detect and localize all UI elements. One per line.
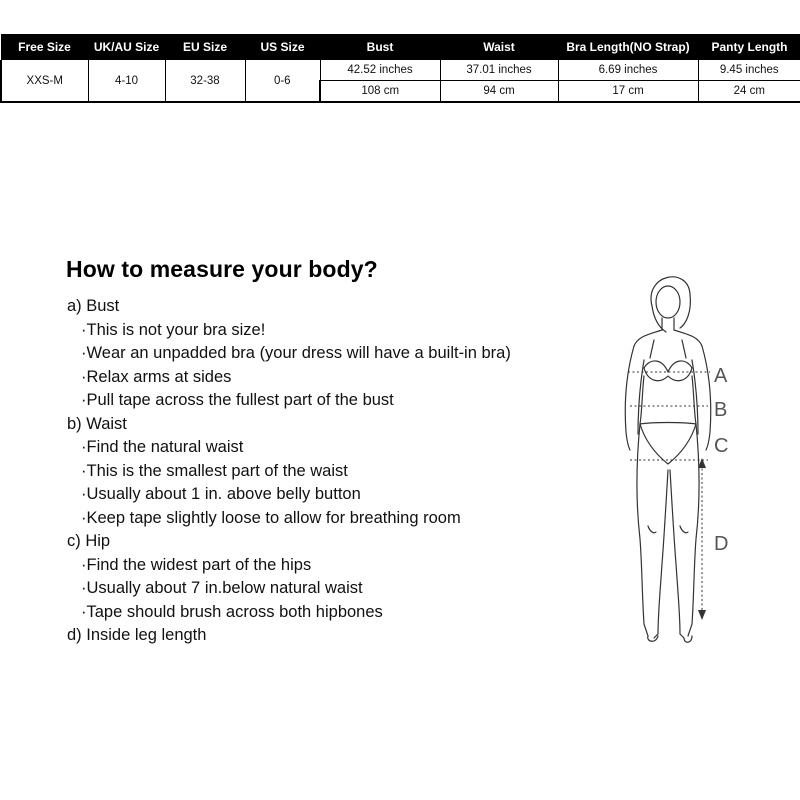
cell-waist-inches: 37.01 inches xyxy=(440,60,558,81)
list-item: ·Find the natural waist xyxy=(81,438,244,456)
marker-a: A xyxy=(714,365,728,387)
measurement-steps xyxy=(67,295,587,648)
cell-bust-cm: 108 cm xyxy=(320,81,440,103)
list-item: ·Find the widest part of the hips xyxy=(81,555,312,574)
cell-waist-cm: 94 cm xyxy=(440,81,558,103)
list-item: ·Keep tape slightly loose to allow for breathing room xyxy=(81,508,461,527)
cell-bra-length-inches: 6.69 inches xyxy=(558,60,698,81)
section-bust-label: a) Bust xyxy=(67,297,120,315)
cell-bra-length-cm: 17 cm xyxy=(558,81,698,103)
list-item: ·Usually about 1 in. above belly button xyxy=(81,485,361,503)
header-eu-size: EU Size xyxy=(165,34,245,60)
list-item: ·This is not your bra size! xyxy=(81,320,266,339)
body-figure xyxy=(600,264,740,664)
cell-eu-size: 32-38 xyxy=(165,60,245,102)
marker-d: D xyxy=(714,533,729,555)
cell-bust-inches: 42.52 inches xyxy=(320,60,440,81)
section-waist-label: b) Waist xyxy=(67,414,127,433)
cell-free-size: XXS-M xyxy=(1,60,88,102)
cell-us-size: 0-6 xyxy=(245,60,320,102)
list-item: ·Relax arms at sides xyxy=(81,367,232,386)
size-chart-table xyxy=(0,34,800,103)
list-item: ·This is the smallest part of the waist xyxy=(81,461,348,480)
list-item: ·Usually about 7 in.below natural waist xyxy=(81,579,363,597)
header-bra-length: Bra Length(NO Strap) xyxy=(558,34,698,60)
header-bust: Bust xyxy=(320,34,440,60)
header-waist: Waist xyxy=(440,34,558,60)
body-outline-illustration xyxy=(600,264,740,664)
marker-c: C xyxy=(714,435,729,457)
list-item: ·Pull tape across the fullest part of the bust xyxy=(81,391,394,409)
section-inside-leg-label: d) Inside leg length xyxy=(67,626,207,644)
header-panty-length: Panty Length xyxy=(698,34,800,60)
cell-panty-length-inches: 9.45 inches xyxy=(698,60,800,81)
cell-uk-au-size: 4-10 xyxy=(88,60,165,102)
section-hip-label: c) Hip xyxy=(67,532,111,550)
table-row xyxy=(1,60,800,81)
list-item: ·Wear an unpadded bra (your dress will have a built-in bra) xyxy=(81,344,511,362)
header-free-size: Free Size xyxy=(1,34,88,60)
cell-panty-length-cm: 24 cm xyxy=(698,81,800,103)
header-us-size: US Size xyxy=(245,34,320,60)
header-uk-au-size: UK/AU Size xyxy=(88,34,165,60)
table-header-row xyxy=(1,34,800,60)
marker-b: B xyxy=(714,399,728,421)
page-title: How to measure your body? xyxy=(66,256,378,282)
list-item: ·Tape should brush across both hipbones xyxy=(81,602,383,621)
